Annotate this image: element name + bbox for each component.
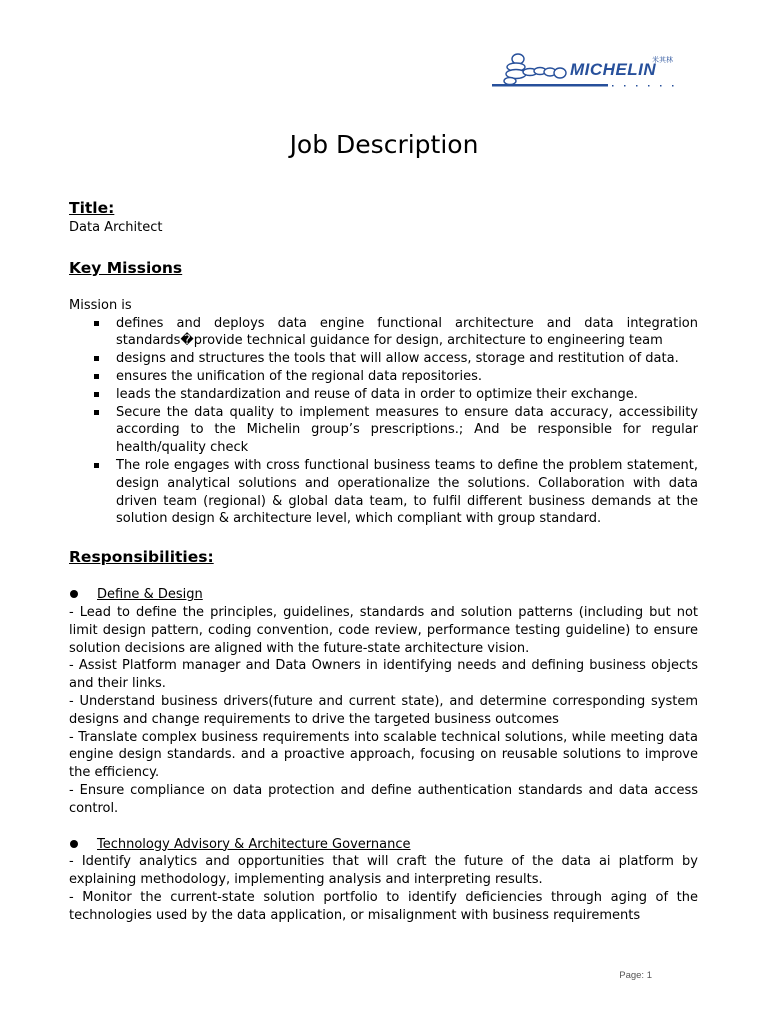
job-title-value: Data Architect [69,220,163,235]
responsibility-line: - Monitor the current-state solution portfolio to identify deficiencies through aging of the technologies used by the data application, or misalignment with business requirements [69,889,698,923]
responsibility-line: - Translate complex business requirements into scalable technical solutions, while meeting data engine design standards. and a proactive approach, focusing on reusable solutions to improve the efficiency. [69,729,698,781]
missions-list [69,315,698,529]
group-title: Define & Design [97,587,203,603]
key-missions-heading: Key Missions [69,258,183,277]
responsibility-line: - Assist Platform manager and Data Owners in identifying needs and defining business objects and their links. [69,658,698,692]
group-title: Technology Advisory & Architecture Governance [97,836,411,852]
responsibilities-heading: Responsibilities: [69,548,214,567]
mission-item: leads the standardization and reuse of data in order to optimize their exchange. [116,386,698,404]
page-title: Job Description [289,130,479,159]
missions-intro: Mission is [69,297,132,313]
responsibility-line: - Understand business drivers(future and current state), and determine corresponding system designs and change requirements to drive the targeted business outcomes [69,693,698,727]
group-heading-technology-advisory [69,836,698,854]
document-body [69,198,698,925]
responsibility-line: - Lead to define the principles, guidelines, standards and solution patterns (including but not limit design pattern, coding convention, code review, performance testing guideline) to ensure solution decisions are aligned with the future-state architecture vision. [69,604,698,656]
logo-cn-wordmark: 米其林 [652,56,673,64]
michelin-logo [490,50,690,92]
mission-item: The role engages with cross functional business teams to define the problem statement, design analytical solutions and operationalize the solutions. Collaboration with data driven team (regional) & global data team, to fulfil different business demands at the solution design & architecture level, which compliant with group standard. [116,457,698,527]
group-heading-define-design [69,586,698,604]
title-heading: Title: [69,199,115,217]
responsibility-line: - Identify analytics and opportunities that will craft the future of the data ai platform by explaining methodology, implementing analysis and interpreting results. [69,854,698,888]
page-number: Page: 1 [619,970,652,981]
mission-item: defines and deploys data engine functional architecture and data integration standards�provide technical guidance for design, architecture to engineering team [116,315,698,349]
mission-item: Secure the data quality to implement measures to ensure data accuracy, accessibility according to the Michelin group’s prescriptions.; And be responsible for regular health/quality check [116,404,698,456]
responsibility-line: - Ensure compliance on data protection and define authentication standards and data access control. [69,782,698,816]
logo-wordmark: MICHELIN [570,60,657,79]
mission-item: ensures the unification of the regional data repositories. [116,368,698,386]
mission-item: designs and structures the tools that will allow access, storage and restitution of data. [116,350,698,368]
